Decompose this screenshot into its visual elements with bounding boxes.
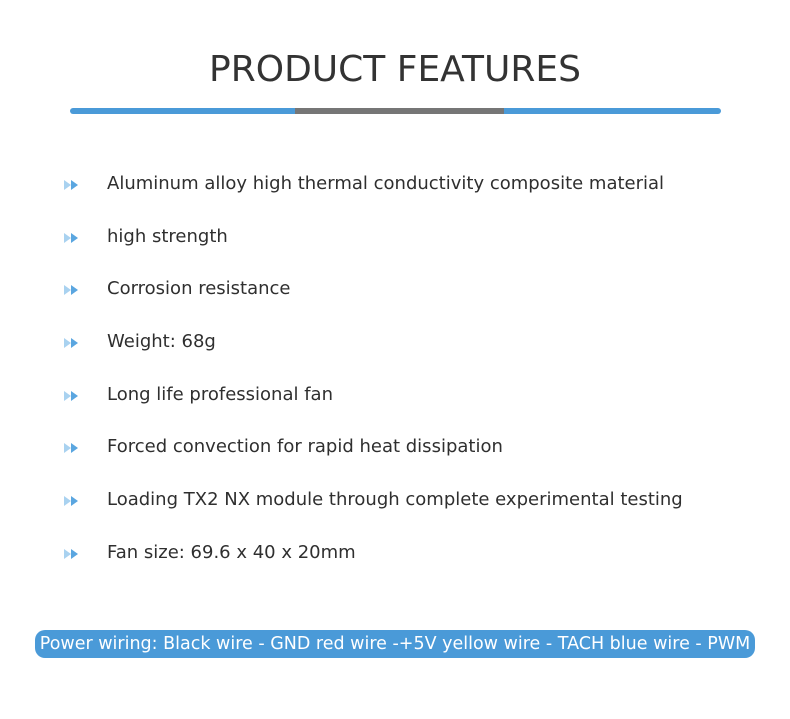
underline-right-segment	[504, 108, 721, 114]
double-chevron-right-icon	[64, 179, 80, 191]
double-chevron-right-icon	[64, 337, 80, 349]
feature-list	[0, 166, 790, 588]
feature-item	[0, 219, 790, 272]
feature-item	[0, 166, 790, 219]
feature-item	[0, 429, 790, 482]
power-wiring-banner: Power wiring: Black wire - GND red wire -+5V yellow wire - TACH blue wire - PWM	[35, 630, 755, 658]
title-underline	[70, 108, 721, 114]
feature-text: Loading TX2 NX module through complete experimental testing	[107, 489, 683, 511]
double-chevron-right-icon	[64, 548, 80, 560]
feature-item	[0, 535, 790, 588]
feature-text: Aluminum alloy high thermal conductivity composite material	[107, 173, 665, 194]
double-chevron-right-icon	[64, 495, 80, 507]
feature-text: Fan size: 69.6 x 40 x 20mm	[107, 541, 356, 563]
double-chevron-right-icon	[64, 232, 80, 244]
feature-text: Long life professional fan	[107, 383, 333, 405]
feature-text: Corrosion resistance	[107, 278, 291, 300]
feature-item	[0, 271, 790, 324]
feature-text: high strength	[107, 225, 228, 247]
feature-text: Weight: 68g	[107, 331, 216, 353]
double-chevron-right-icon	[64, 442, 80, 454]
double-chevron-right-icon	[64, 284, 80, 296]
underline-left-segment	[70, 108, 295, 114]
feature-text: Forced convection for rapid heat dissipation	[107, 436, 503, 458]
feature-item	[0, 482, 790, 535]
feature-item	[0, 324, 790, 377]
feature-item	[0, 377, 790, 430]
page-title: PRODUCT FEATURES	[209, 49, 581, 90]
underline-middle-segment	[295, 108, 504, 114]
double-chevron-right-icon	[64, 390, 80, 402]
